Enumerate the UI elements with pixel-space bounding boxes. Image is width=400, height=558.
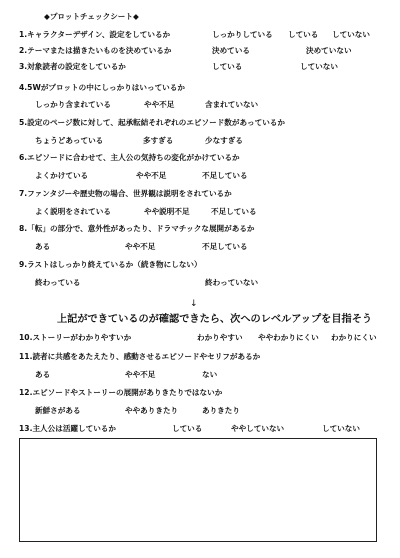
q1-text: 1.キャラクターデザイン、設定をしているか bbox=[19, 30, 171, 39]
q4-option-3[interactable]: 含まれていない bbox=[205, 100, 259, 109]
q8-text: 8.「転」の部分で、意外性があったり、ドラマチックな展開があるか bbox=[19, 224, 255, 233]
q5-option-2[interactable]: 多すぎる bbox=[143, 136, 174, 145]
q13-text: 13.主人公は活躍しているか bbox=[19, 424, 116, 433]
q5-option-3[interactable]: 少なすぎる bbox=[205, 136, 243, 145]
q4-option-1[interactable]: しっかり含まれている bbox=[35, 100, 111, 109]
q12-option-1[interactable]: 新鮮さがある bbox=[35, 406, 81, 415]
q3-option-2[interactable]: していない bbox=[300, 62, 338, 71]
q9-option-1[interactable]: 終わっている bbox=[35, 278, 81, 287]
q8-option-2[interactable]: やや不足 bbox=[125, 242, 156, 251]
q11-option-1[interactable]: ある bbox=[35, 370, 51, 379]
q2-option-2[interactable]: 決めていない bbox=[306, 46, 352, 55]
q3-text: 3.対象読者の設定をしているか bbox=[19, 62, 126, 71]
q11-text: 11.読者に共感をあたえたり、感動させるエピソードやセリフがあるか bbox=[19, 352, 261, 361]
q9-text: 9.ラストはしっかり終えているか（続き物にしない） bbox=[19, 260, 202, 269]
q6-option-1[interactable]: よくかけている bbox=[35, 171, 89, 180]
q12-option-3[interactable]: ありきたり bbox=[202, 406, 240, 415]
q5-text: 5.設定のページ数に対して、起承転結それぞれのエピソード数があっているか bbox=[19, 118, 285, 127]
q10-option-2[interactable]: ややわかりにくい bbox=[258, 333, 319, 342]
q13-option-1[interactable]: している bbox=[172, 424, 203, 433]
q10-text: 10.ストーリーがわかりやすいか bbox=[19, 333, 132, 342]
q7-option-2[interactable]: やや説明不足 bbox=[144, 207, 190, 216]
q10-option-1[interactable]: わかりやすい bbox=[197, 333, 243, 342]
q2-text: 2.テーマまたは描きたいものを決めているか bbox=[19, 46, 172, 55]
q11-option-2[interactable]: やや不足 bbox=[125, 370, 156, 379]
q6-text: 6.エピソードに合わせて、主人公の気持ちの変化がかけているか bbox=[19, 153, 240, 162]
q13-option-2[interactable]: ややしていない bbox=[231, 424, 285, 433]
q8-option-1[interactable]: ある bbox=[35, 242, 51, 251]
q5-option-1[interactable]: ちょうどあっている bbox=[35, 136, 104, 145]
q10-option-3[interactable]: わかりにくい bbox=[331, 333, 377, 342]
q11-option-3[interactable]: ない bbox=[202, 370, 218, 379]
q13-option-3[interactable]: していない bbox=[322, 424, 360, 433]
q12-text: 12.エピソードやストーリーの展開がありきたりではないか bbox=[19, 388, 223, 397]
next-step-heading: 上記ができているのが確認できたら、次へのレベルアップを目指そう bbox=[57, 314, 373, 325]
q9-option-2[interactable]: 終わっていない bbox=[205, 278, 259, 287]
q12-option-2[interactable]: ややありきたり bbox=[125, 406, 179, 415]
notes-box[interactable] bbox=[19, 438, 377, 542]
q3-option-1[interactable]: している bbox=[212, 62, 243, 71]
q1-option-3[interactable]: していない bbox=[332, 30, 370, 39]
q7-option-3[interactable]: 不足している bbox=[211, 207, 257, 216]
q6-option-2[interactable]: やや不足 bbox=[136, 171, 167, 180]
q1-option-2[interactable]: している bbox=[288, 30, 319, 39]
q6-option-3[interactable]: 不足している bbox=[202, 171, 248, 180]
q2-option-1[interactable]: 決めている bbox=[212, 46, 250, 55]
q4-option-2[interactable]: やや不足 bbox=[144, 100, 175, 109]
q7-option-1[interactable]: よく説明をされている bbox=[35, 207, 111, 216]
q4-text: 4.5Wがプロットの中にしっかりはいっているか bbox=[19, 83, 185, 92]
q1-option-1[interactable]: しっかりしている bbox=[212, 30, 273, 39]
q8-option-3[interactable]: 不足している bbox=[202, 242, 248, 251]
q7-text: 7.ファンタジーや歴史物の場合、世界観は説明をされているか bbox=[19, 189, 232, 198]
down-arrow: ↓ bbox=[190, 299, 198, 309]
title: ◆プロットチェックシート◆ bbox=[44, 12, 139, 21]
